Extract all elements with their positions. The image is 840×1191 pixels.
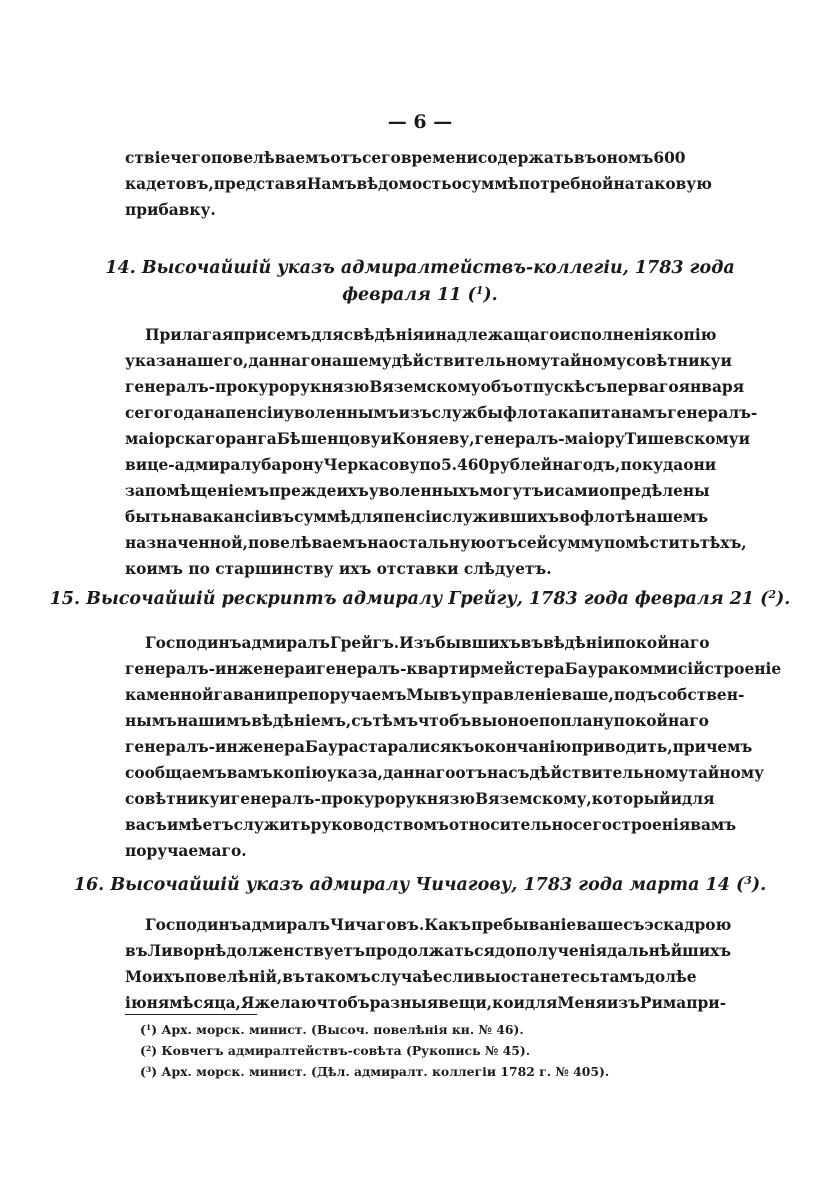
section-16-heading-end: ). bbox=[751, 875, 767, 895]
s14-line-7: за помѣщеніемъ прежде ихъ уволенныхъ могутъ и сами опредѣлены bbox=[125, 482, 710, 500]
section-14-heading-text: февраля 11 ( bbox=[342, 285, 476, 305]
footnote-text: Ковчегъ адмиралтействъ-совѣта (Рукопись № 45). bbox=[161, 1043, 531, 1058]
section-16-heading bbox=[0, 871, 840, 899]
s14-line-8: быть на вакансіи въ суммѣ для пенсіи служившихъ во флотѣ нашемъ bbox=[125, 508, 709, 526]
s14-line-4: сего года на пенсіи уволеннымъ изъ службы флота капитанамъ генералъ- bbox=[125, 404, 758, 422]
footnote-2: ($^2$) Ковчегъ адмиралтействъ-совѣта (Рукопись № 45). bbox=[140, 1043, 531, 1058]
footnote-text: Арх. морск. минист. (Дѣл. адмиралт. коллегіи 1782 г. № 405). bbox=[161, 1064, 610, 1079]
footnote-1: ($^1$) Арх. морск. минист. (Высоч. повелѣнія кн. № 46). bbox=[140, 1022, 524, 1037]
s15-line-8: васъ имѣетъ служить руководствомъ относительно сего строенія вамъ bbox=[125, 816, 737, 834]
s15-line-2: генералъ-инженера и генералъ-квартирмейстера Баура коммисій строеніе bbox=[125, 660, 782, 678]
footnote-ref-2: 2 bbox=[768, 588, 776, 602]
intro-line-2: кадетовъ, представя Намъ вѣдомость о суммѣ потребной на таковую bbox=[125, 175, 712, 193]
intro-line-3: прибавку. bbox=[125, 201, 216, 219]
section-15-heading bbox=[0, 585, 840, 613]
s14-line-6: вице-адмиралу барону Черкасову по 5.460 рублей на годъ, покуда они bbox=[125, 456, 717, 474]
s16-line-4: іюня мѣсяца, Я желаю чтобъ разныя вещи, кои для Меня изъ Рима при- bbox=[125, 994, 727, 1012]
s14-line-1: Прилагая при семъ для свѣдѣнія и надлежащаго исполненія копію bbox=[145, 326, 717, 344]
section-14-heading-line-1: 14. Высочайшій указъ адмиралтействъ-коллегіи, 1783 года bbox=[105, 258, 735, 278]
s16-line-2: въ Ливорнѣ долженствуетъ продолжаться до полученія дальнѣйшихъ bbox=[125, 942, 732, 960]
section-14-heading-line-2 bbox=[0, 281, 840, 309]
s14-line-10: коимъ по старшинству ихъ отставки слѣдуетъ. bbox=[125, 560, 552, 578]
section-15-heading-text: 15. Высочайшій рескриптъ адмиралу Грейгу, 1783 года февраля 21 ( bbox=[49, 589, 769, 609]
section-15-heading-end: ). bbox=[776, 589, 791, 609]
s16-line-3: Моихъ повелѣній, въ такомъ случаѣ если вы останетесь тамъ долѣе bbox=[125, 968, 697, 986]
s15-line-7: совѣтнику и генералъ-прокурору князю Вяземскому, который и для bbox=[125, 790, 715, 808]
s14-line-9: назначенной, повелѣваемъ на остальную отъ сей сумму помѣстить тѣхъ, bbox=[125, 534, 747, 552]
s16-line-1: Господинъ адмиралъ Чичаговъ. Какъ пребываніе ваше съ эскадрою bbox=[145, 916, 732, 934]
page-number: — 6 — bbox=[387, 111, 453, 133]
intro-line-1: ствіе чего повелѣваемъ отъ сего времени содержать въ ономъ 600 bbox=[125, 149, 686, 167]
footnote-ref-1: 1 bbox=[475, 284, 484, 298]
s15-line-6: сообщаемъ вамъ копію указа, даннаго отъ насъ дѣйствительному тайному bbox=[125, 764, 765, 782]
s15-line-3: каменной гавани препоручаемъ Мы въ управленіе ваше, подъ собствен- bbox=[125, 686, 745, 704]
s14-line-3: генералъ-прокурору князю Вяземскому объ отпускѣ съ перваго января bbox=[125, 378, 745, 396]
s14-line-2: указа нашего, даннаго нашему дѣйствительному тайному совѣтнику и bbox=[125, 352, 732, 370]
footnote-text: Арх. морск. минист. (Высоч. повелѣнія кн. № 46). bbox=[161, 1022, 524, 1037]
s15-line-5: генералъ-инженера Баура старалися къ окончанію приводить, при чемъ bbox=[125, 738, 753, 756]
s15-line-1: Господинъ адмиралъ Грейгъ. Изъ бывшихъ въ вѣдѣніи покойнаго bbox=[145, 634, 710, 652]
s15-line-9: поручаемаго. bbox=[125, 842, 247, 860]
footnote-mark: 2 bbox=[145, 1043, 152, 1053]
footnote-ref-3: 3 bbox=[744, 874, 752, 888]
s14-line-5: маіорскаго ранга Бѣшенцову и Коняеву, генералъ-маіору Тишевскому и bbox=[125, 430, 751, 448]
footnote-3: ($^3$) Арх. морск. минист. (Дѣл. адмиралт. коллегіи 1782 г. № 405). bbox=[140, 1064, 610, 1079]
footnote-mark: 1 bbox=[145, 1022, 152, 1032]
section-16-heading-text: 16. Высочайшій указъ адмиралу Чичагову, 1783 года марта 14 ( bbox=[73, 875, 745, 895]
section-14-heading-end: ). bbox=[483, 285, 498, 305]
s15-line-4: нымъ нашимъ вѣдѣніемъ, съ тѣмъ чтобъ вы оное по плану покойнаго bbox=[125, 712, 709, 730]
footnote-mark: 3 bbox=[145, 1064, 152, 1074]
footnote-rule bbox=[125, 1014, 257, 1015]
